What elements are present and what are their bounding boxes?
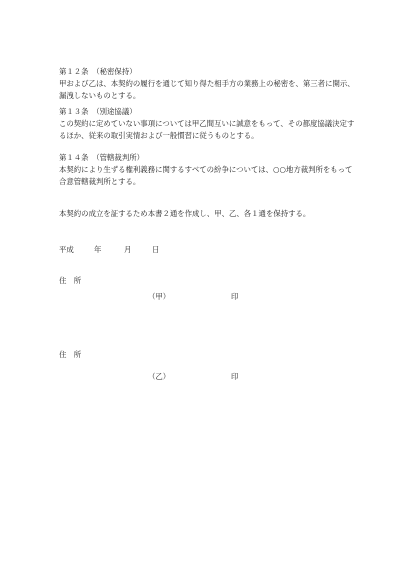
article-text-line: 漏洩しないものとする。 — [59, 91, 141, 100]
date-month-label: 月 — [124, 245, 132, 254]
article-14 — [59, 152, 352, 188]
date-line — [59, 244, 74, 256]
party-b-seal: 印 — [231, 372, 239, 381]
article-text-line: るほか、従来の取引実情および一般慣習に従うものとする。 — [59, 131, 259, 140]
article-text-line: この契約に定めていない事項については甲乙間互いに誠意をもって、その都度協議決定す — [59, 119, 355, 128]
date-day-label: 日 — [152, 245, 160, 254]
article-heading: 第１３条 （別途協議） — [59, 107, 137, 116]
article-heading: 第１４条 （管轄裁判所） — [59, 153, 144, 162]
closing-statement: 本契約の成立を証するため本書２通を作成し、甲、乙、各１通を保持する。 — [59, 209, 311, 218]
party-a-name-label: （甲） — [148, 292, 171, 301]
date-year-label: 年 — [94, 245, 102, 254]
article-text-line: 合意管轄裁判所とする。 — [59, 177, 141, 186]
article-13 — [59, 106, 354, 142]
article-text-line: 本契約により生ずる権利義務に関するすべての紛争については、○○地方裁判所をもって — [59, 165, 353, 174]
article-12 — [59, 66, 355, 102]
party-b-address-label: 住 所 — [59, 350, 82, 359]
date-era: 平成 — [59, 245, 74, 254]
article-heading: 第１２条 （秘密保持） — [59, 67, 137, 76]
party-a-address-label: 住 所 — [59, 276, 82, 285]
article-text-line: 甲および乙は、本契約の履行を通じて知り得た相手方の業務上の秘密を、第三者に開示、 — [59, 79, 355, 88]
party-b-name-label: （乙） — [148, 372, 171, 381]
party-a-seal: 印 — [231, 292, 239, 301]
